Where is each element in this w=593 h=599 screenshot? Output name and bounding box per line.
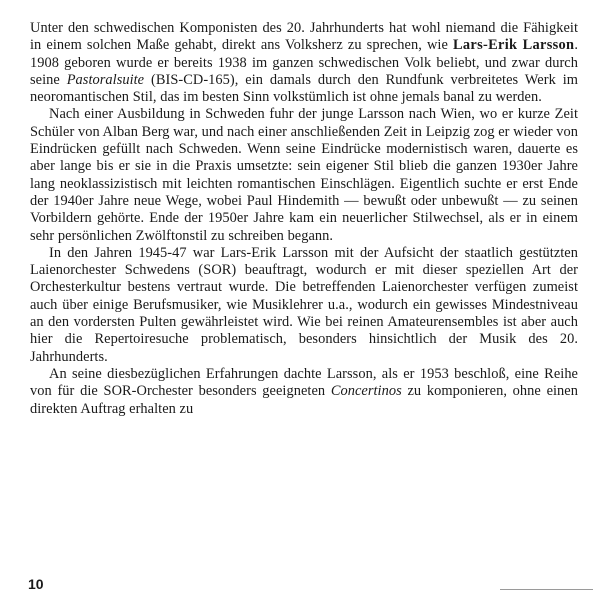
paragraph-education [30,106,578,244]
paragraph-concertinos [30,366,578,418]
page-number: 10 [28,576,44,592]
composer-name: Lars-Erik Larsson [453,37,575,54]
work-title-concertinos: Concertinos [330,383,402,400]
text-span: (BIS-CD-165), ein damals durch den Rundfunk verbreitetes Werk im neoromantischen Stil, das im besten Sinn volkstümlich ist ohne jemals banal zu werden. [30,71,579,106]
paragraph-lay-orchestras [30,245,578,366]
work-title-pastoralsuite: Pastoralsuite [66,71,145,88]
document-page [30,20,578,418]
text-span: Unter den schwedischen Komponisten des 20. Jahrhunderts hat wohl niemand die Fähigkeit in einem solchen Maße gehabt, direkt ans Volksherz zu sprechen, wie [30,20,578,54]
text-span: In den Jahren 1945-47 war Lars-Erik Larsson mit der Aufsicht der staatlich gestützten Laienorchester Schwedens (SOR) beauftragt, wodurch er mit dieser speziellen Art der Orchesterkultur bestens vertraut wurde. Die betreffenden Laienorchester verfügen zumeist auch über einige Berufsmusiker, wie Musiklehrer u.a., wodurch ein gewisses Mindestniveau an den vordersten Pulten gewährleistet wird. Wie bei reinen Amateurensembles ist aber auch hier die Repertoiresuche problematisch, besonders hinsichtlich der Musik des 20. Jahrhunderts. [30,244,578,365]
text-span: Nach einer Ausbildung in Schweden fuhr der junge Larsson nach Wien, wo er kurze Zeit Schüler von Alban Berg war, und nach einer anschließenden Zeit in Leipzig zog er wieder von Eindrücken gefüllt nach Schweden. Wenn seine Eindrücke modernistisch waren, dauerte es aber lange bis er sie in die Praxis umsetzte: sein eigener Stil blieb die ganzen 1930er Jahre lang neoklassizistisch mit leichten romantischen Einschlägen. Eigentlich suchte er erst Ende der 1940er Jahre neue Wege, wobei Paul Hindemith — bewußt oder unbewußt — zu seinen Vorbildern gehörte. Ende der 1950er Jahre kam ein neuerlicher Stilwechsel, als er in einem sehr persönlichen Zwölftonstil zu schreiben begann. [30,106,578,244]
text-span: zu komponieren, ohne einen direkten Auftrag erhalten zu [30,383,578,417]
footer-rule [500,589,593,590]
paragraph-intro [30,20,578,106]
text-span: . 1908 geboren wurde er bereits 1938 im ganzen schwedischen Volk beliebt, und zwar durch seine [30,37,578,88]
text-span: An seine diesbezüglichen Erfahrungen dachte Larsson, als er 1953 beschloß, eine Reihe von für die SOR-Orchester besonders geeigneten [30,365,578,400]
